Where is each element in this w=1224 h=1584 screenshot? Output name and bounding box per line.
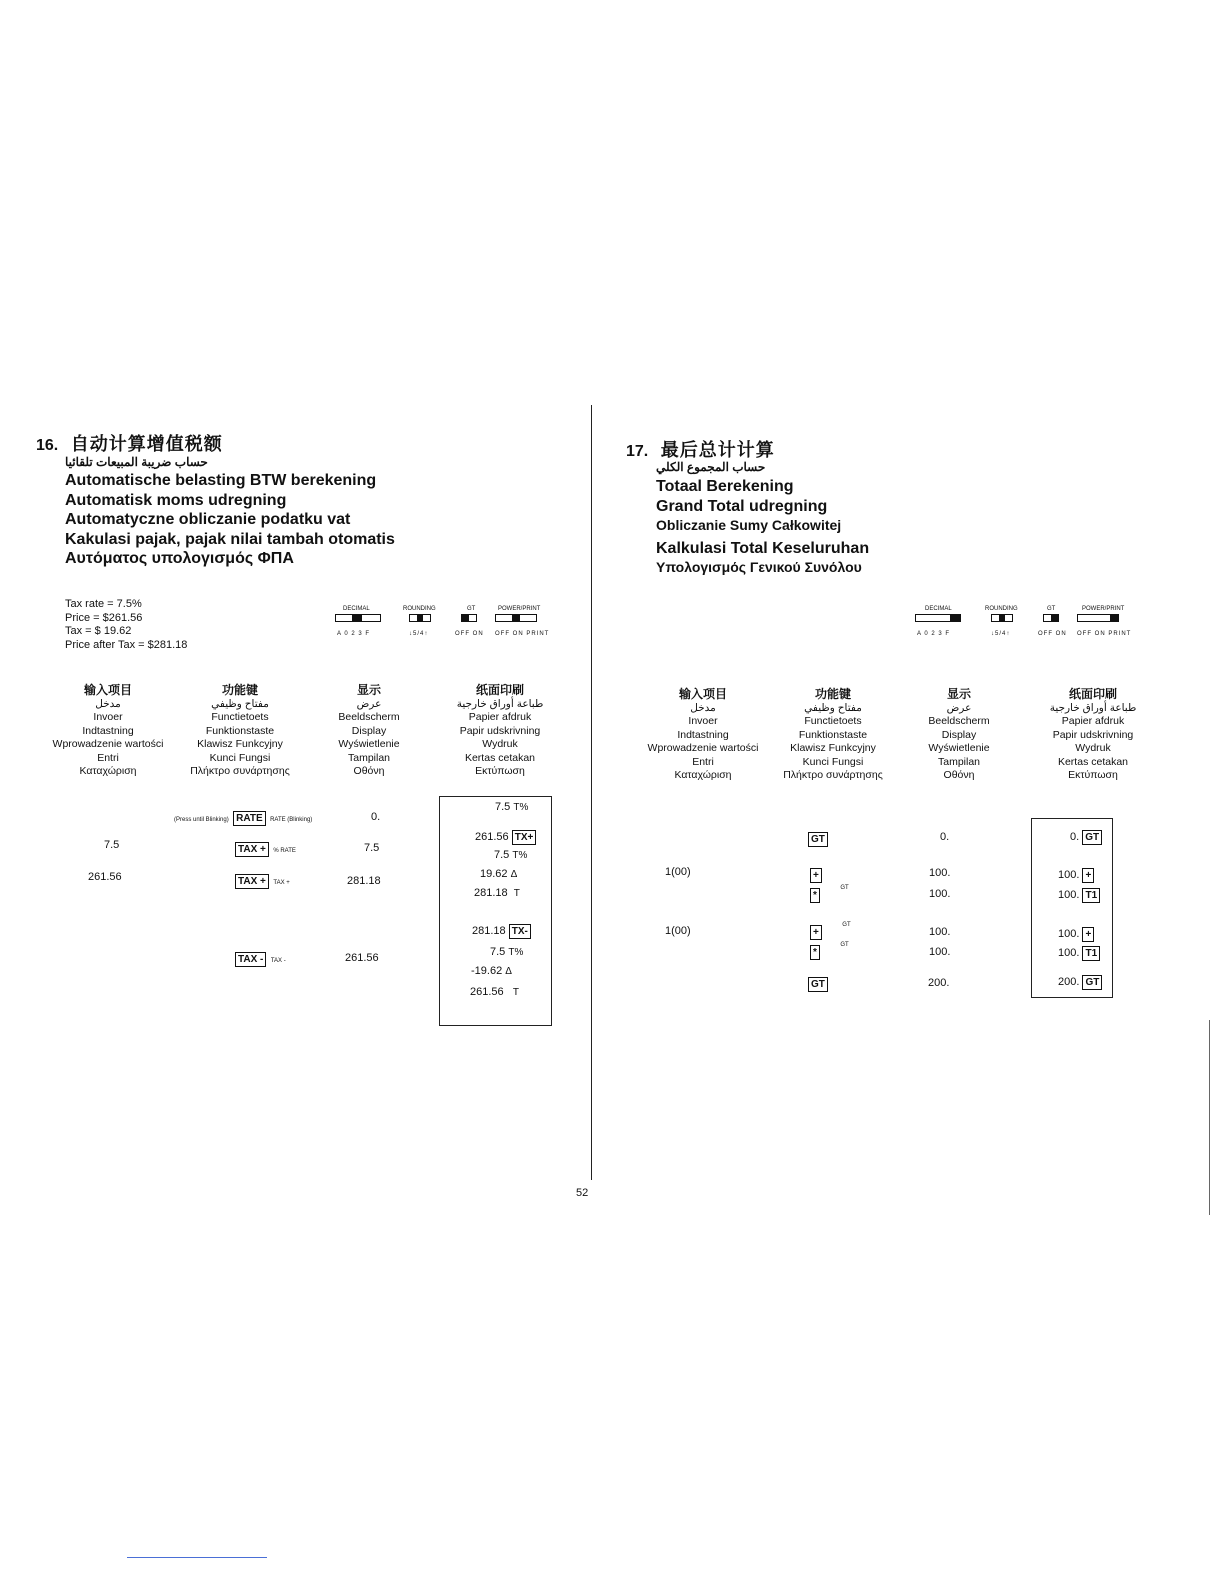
col-nl: Functietoets: [211, 711, 269, 723]
info-line: Price after Tax = $281.18: [65, 638, 188, 651]
col-zh: 纸面印刷: [1068, 687, 1117, 701]
col-nl: Functietoets: [804, 715, 862, 727]
rounding-switch[interactable]: [409, 614, 431, 622]
tape-line: [472, 924, 531, 939]
multiply-key[interactable]: *: [810, 945, 820, 960]
power-switch[interactable]: [1077, 614, 1119, 622]
multiply-key[interactable]: *: [810, 888, 820, 903]
key-row: [235, 871, 290, 889]
input-value: 7.5: [104, 839, 120, 851]
col-ar: مدخل: [95, 697, 121, 710]
col-da: Indtastning: [82, 724, 134, 737]
key-after: % RATE: [273, 848, 296, 854]
col-id: Entri: [692, 755, 714, 768]
headline: Automatyczne obliczanie podatku vat: [65, 511, 351, 528]
switch-panel: [335, 606, 555, 646]
section-title-zh: 最后总计计算: [660, 440, 775, 460]
section-number: 16.: [36, 437, 59, 454]
col-pl: Klawisz Funkcyjny: [790, 742, 876, 754]
headline: Grand Total udregning: [656, 497, 828, 515]
power-switch-label: POWER/PRINT: [1082, 606, 1125, 612]
col-zh: 输入项目: [678, 687, 727, 701]
rounding-switch-label: ROUNDING: [403, 606, 436, 612]
display-value: 100.: [929, 926, 951, 938]
key-row: [235, 839, 296, 857]
tape-mark: Δ: [510, 869, 518, 880]
tape-line: [490, 946, 523, 958]
decimal-switch-label: DECIMAL: [925, 606, 952, 612]
rounding-ticks: ↓5/4↑: [409, 631, 429, 637]
key-row: [808, 829, 828, 847]
key-row: [810, 942, 849, 960]
tape-mark: +: [1082, 927, 1094, 942]
decimal-switch[interactable]: [335, 614, 381, 622]
col-pl: Wprowadzenie wartości: [52, 738, 164, 750]
column-print-header: [425, 684, 575, 779]
col-nl: Beeldscherm: [928, 715, 990, 727]
key-after: RATE (Blinking): [270, 817, 313, 823]
tax-info: [65, 598, 187, 652]
col-da: Papir udskrivning: [459, 724, 541, 737]
decimal-switch-label: DECIMAL: [343, 606, 370, 612]
tape-line: [1058, 888, 1100, 903]
col-el: Οθόνη: [353, 765, 385, 777]
power-switch[interactable]: [495, 614, 537, 622]
rounding-switch[interactable]: [991, 614, 1013, 622]
col-da: Papir udskrivning: [1052, 728, 1134, 741]
tape-value: 100.: [1058, 889, 1080, 901]
col-el: Πλήκτρο συνάρτησης: [190, 765, 290, 777]
tape-value: -19.62: [471, 965, 503, 977]
tape-value: 281.18: [474, 887, 508, 899]
gt-ticks: OFF ON: [1038, 631, 1067, 637]
key-after: TAX -: [270, 958, 286, 964]
info-line: Tax = $ 19.62: [65, 625, 132, 637]
col-el: Εκτύπωση: [475, 765, 525, 777]
key-row: [235, 949, 286, 967]
section-title-ar: حساب ضريبة المبيعات تلقائيا: [65, 455, 208, 469]
col-zh: 纸面印刷: [475, 683, 524, 697]
decimal-ticks: A 0 2 3 F: [917, 631, 951, 637]
tape-line: [475, 830, 536, 845]
col-id: Kunci Fungsi: [802, 755, 864, 768]
col-nl: Invoer: [93, 711, 123, 723]
col-zh: 输入项目: [83, 683, 132, 697]
tape-mark: T%: [508, 947, 524, 958]
headline: Obliczanie Sumy Całkowitej: [656, 517, 842, 533]
tape-line: [1058, 946, 1100, 961]
key-after: GT: [840, 885, 849, 891]
bottom-rule: [127, 1557, 267, 1558]
tape-line: [495, 801, 528, 813]
col-ar: مفتاح وظيفي: [804, 701, 862, 714]
tape-value: 261.56: [470, 986, 504, 998]
tape-value: 100.: [1058, 869, 1080, 881]
key-row: [810, 922, 851, 940]
col-id: Tampilan: [937, 755, 981, 768]
key-after: GT: [842, 922, 851, 928]
col-id: Kunci Fungsi: [209, 751, 271, 764]
col-da: Display: [351, 724, 387, 737]
headline: Kakulasi pajak, pajak nilai tambah otomatis: [65, 530, 395, 548]
gt-switch[interactable]: [1043, 614, 1059, 622]
col-id: Entri: [97, 751, 119, 764]
display-value: 100.: [929, 867, 951, 879]
key-row: [808, 974, 828, 992]
info-line: Price = $261.56: [65, 611, 143, 624]
col-ar: مدخل: [690, 701, 716, 714]
tape-value: 7.5: [495, 801, 511, 813]
gt-ticks: OFF ON: [455, 631, 484, 637]
key-row: [810, 885, 849, 903]
col-id: Kertas cetakan: [464, 751, 536, 764]
paper-tape: [1031, 818, 1113, 998]
decimal-ticks: A 0 2 3 F: [337, 631, 371, 637]
col-pl: Wydruk: [482, 738, 518, 750]
col-nl: Papier afdruk: [468, 711, 532, 723]
headline: Αυτόματος υπολογισμός ΦΠΑ: [65, 550, 294, 567]
col-pl: Wyświetlenie: [338, 738, 400, 750]
col-da: Funktionstaste: [205, 724, 275, 737]
tape-value: 7.5: [494, 849, 510, 861]
tape-mark: T%: [513, 802, 529, 813]
tape-mark: TX+: [512, 830, 537, 845]
col-da: Funktionstaste: [798, 728, 868, 741]
tape-line: [480, 868, 517, 880]
col-el: Οθόνη: [943, 769, 975, 781]
col-ar: مفتاح وظيفي: [211, 697, 269, 710]
tape-value: 19.62: [480, 868, 508, 880]
gt-key[interactable]: GT: [808, 832, 828, 847]
tax-plus-key[interactable]: TAX +: [235, 842, 269, 857]
tape-mark: T: [513, 888, 520, 899]
gt-switch-label: GT: [467, 606, 476, 612]
rounding-switch-label: ROUNDING: [985, 606, 1018, 612]
display-value: 100.: [929, 946, 951, 958]
tape-value: 7.5: [490, 946, 506, 958]
col-el: Πλήκτρο συνάρτησης: [783, 769, 883, 781]
gt-key[interactable]: GT: [808, 977, 828, 992]
col-ar: عرض: [356, 697, 382, 710]
headline: Kalkulasi Total Keseluruhan: [656, 539, 870, 557]
col-id: Tampilan: [347, 751, 391, 764]
input-value: 1(00): [665, 866, 691, 878]
page-divider: [591, 405, 592, 1180]
key-after: GT: [840, 942, 849, 948]
tape-line: [1058, 868, 1094, 883]
column-key-header: [165, 684, 315, 779]
column-input-header: [628, 688, 778, 783]
col-el: Καταχώριση: [674, 769, 732, 781]
col-da: Display: [941, 728, 977, 741]
tape-line: [471, 965, 512, 977]
page-number: 52: [576, 1187, 589, 1199]
section-16-lines: [65, 471, 485, 569]
tape-mark: T: [512, 987, 519, 998]
tape-mark: GT: [1082, 830, 1102, 845]
tape-value: 0.: [1070, 831, 1080, 843]
col-zh: 显示: [356, 683, 381, 697]
tape-line: [1058, 975, 1102, 990]
col-nl: Invoer: [688, 715, 718, 727]
col-ar: طباعة أوراق خارجية: [1049, 701, 1137, 714]
col-el: Εκτύπωση: [1068, 769, 1118, 781]
col-pl: Wprowadzenie wartości: [647, 742, 759, 754]
input-value: 261.56: [88, 871, 122, 883]
tape-mark: T%: [512, 850, 528, 861]
display-value: 0.: [371, 811, 381, 823]
key-row: [810, 865, 822, 883]
input-value: 1(00): [665, 925, 691, 937]
col-zh: 功能键: [814, 687, 851, 701]
tape-line: [494, 849, 527, 861]
col-ar: طباعة أوراق خارجية: [456, 697, 544, 710]
switch-panel: [915, 606, 1135, 646]
tape-line: [1058, 927, 1094, 942]
headline: Υπολογισμός Γενικού Συνόλου: [656, 559, 862, 575]
tape-value: 100.: [1058, 947, 1080, 959]
power-switch-label: POWER/PRINT: [498, 606, 541, 612]
col-pl: Klawisz Funkcyjny: [197, 738, 283, 750]
col-da: Indtastning: [677, 728, 729, 741]
col-id: Kertas cetakan: [1057, 755, 1129, 768]
tape-mark: T1: [1082, 888, 1100, 903]
section-title-ar: حساب المجموع الكلي: [656, 460, 766, 474]
section-17-lines: [656, 477, 1076, 578]
tape-value: 281.18: [472, 925, 506, 937]
tape-value: 100.: [1058, 928, 1080, 940]
key-note: (Press until Blinking): [174, 817, 229, 823]
tape-line: [1070, 830, 1102, 845]
tape-mark: +: [1082, 868, 1094, 883]
power-ticks: OFF ON PRINT: [495, 631, 550, 637]
rounding-ticks: ↓5/4↑: [991, 631, 1011, 637]
col-zh: 显示: [946, 687, 971, 701]
tape-value: 200.: [1058, 976, 1080, 988]
plus-key[interactable]: +: [810, 925, 822, 940]
display-value: 261.56: [345, 952, 379, 964]
headline: Automatisk moms udregning: [65, 491, 287, 509]
tape-mark: TX-: [509, 924, 531, 939]
display-value: 200.: [928, 977, 950, 989]
col-pl: Wydruk: [1075, 742, 1111, 754]
column-input-header: [33, 684, 183, 779]
col-nl: Papier afdruk: [1061, 715, 1125, 727]
col-nl: Beeldscherm: [338, 711, 400, 723]
display-value: 100.: [929, 888, 951, 900]
headline: Automatische belasting BTW berekening: [65, 472, 377, 489]
tape-line: [470, 986, 519, 998]
display-value: 7.5: [364, 842, 380, 854]
display-value: 281.18: [347, 875, 381, 887]
column-display-header: [884, 688, 1034, 783]
decimal-switch[interactable]: [915, 614, 961, 622]
col-pl: Wyświetlenie: [928, 742, 990, 754]
tape-line: [474, 887, 520, 899]
col-el: Καταχώριση: [79, 765, 137, 777]
tape-mark: GT: [1082, 975, 1102, 990]
column-display-header: [294, 684, 444, 779]
page-edge-line: [1209, 1020, 1210, 1215]
tape-mark: T1: [1082, 946, 1100, 961]
col-ar: عرض: [946, 701, 972, 714]
power-ticks: OFF ON PRINT: [1077, 631, 1132, 637]
gt-switch[interactable]: [461, 614, 477, 622]
column-print-header: [1018, 688, 1168, 783]
section-number: 17.: [626, 443, 649, 460]
key-after: TAX +: [273, 880, 290, 886]
headline: Totaal Berekening: [656, 478, 794, 495]
section-title-zh: 自动计算增值税额: [70, 434, 223, 454]
tape-value: 261.56: [475, 831, 509, 843]
tax-minus-key[interactable]: TAX -: [235, 952, 266, 967]
info-line: Tax rate = 7.5%: [65, 598, 142, 610]
display-value: 0.: [940, 831, 950, 843]
plus-key[interactable]: +: [810, 868, 822, 883]
rate-key[interactable]: RATE: [233, 811, 265, 826]
tax-plus-key[interactable]: TAX +: [235, 874, 269, 889]
key-row: [174, 808, 312, 826]
tape-mark: Δ: [505, 966, 512, 977]
gt-switch-label: GT: [1047, 606, 1056, 612]
col-zh: 功能键: [221, 683, 258, 697]
